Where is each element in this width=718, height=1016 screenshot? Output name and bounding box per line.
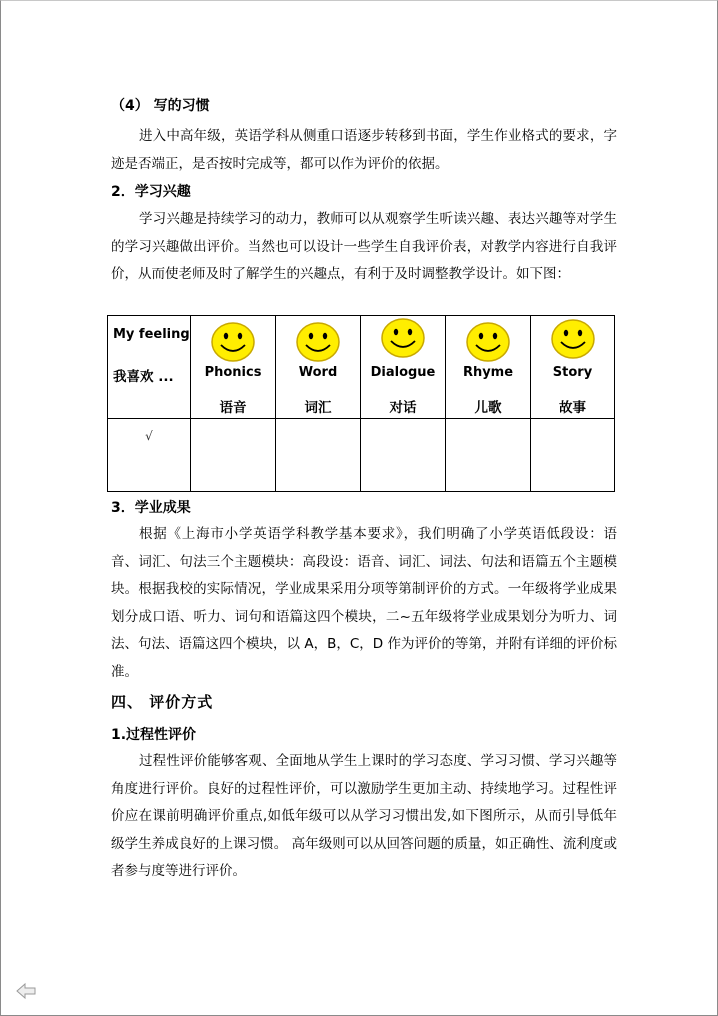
- feeling-label-cell: [108, 316, 191, 419]
- achievement-heading: 3．学业成果: [111, 500, 191, 516]
- back-arrow-icon[interactable]: [15, 982, 37, 1000]
- column-english-label: Word: [298, 365, 338, 380]
- feeling-column-phonics: [191, 316, 276, 419]
- empty-cell: [191, 419, 276, 492]
- column-english-label: Story: [552, 365, 593, 380]
- empty-cell: [361, 419, 446, 492]
- feeling-column-dialogue: [361, 316, 446, 419]
- column-english-label: Rhyme: [462, 365, 514, 380]
- check-cell: [108, 419, 191, 492]
- smiley-face-icon: [380, 317, 426, 359]
- smiley-face-icon: [210, 321, 256, 363]
- smiley-face-icon: [550, 318, 596, 360]
- writing-habit-paragraph: 进入中高年级，英语学科从侧重口语逐步转移到书面，学生作业格式的要求，字迹是否端正，是否按时完成等，都可以作为评价的依据。: [111, 128, 617, 172]
- my-feeling-label: My feeling: [113, 327, 190, 342]
- interest-paragraph: 学习兴趣是持续学习的动力，教师可以从观察学生听读兴趣、表达兴趣等对学生的学习兴趣做出评价。当然也可以设计一些学生自我评价表，对教学内容进行自我评价，从而使老师及时了解学生的兴趣点，有利于及时调整教学设计。如下图：: [111, 211, 617, 282]
- i-like-label: 我喜欢 ...: [113, 369, 174, 385]
- achievement-paragraph: 根据《上海市小学英语学科教学基本要求》，我们明确了小学英语低段设：语音、词汇、句法三个主题模块：高段设：语音、词汇、词法、句法和语篇五个主题模块。根据我校的实际情况，学业成果采用分项等第制评价的方式。一年级将学业成果划分成口语、听力、词句和语篇这四个模块，二~五年级将学业成果划分为听力、词法、句法、语篇这四个模块，以 A，B，C，D 作为评价的等第，并附有详细的评价标准。: [111, 526, 617, 680]
- document-body: [111, 96, 617, 289]
- writing-habit-heading: （4） 写的习惯: [111, 98, 210, 114]
- methods-heading: 四、 评价方式: [111, 693, 214, 711]
- empty-cell: [446, 419, 531, 492]
- smiley-face-icon: [465, 321, 511, 363]
- feeling-table: [107, 315, 615, 492]
- feeling-column-rhyme: [446, 316, 531, 419]
- feeling-column-story: [531, 316, 615, 419]
- check-mark: √: [145, 429, 153, 443]
- column-chinese-label: 儿歌: [474, 400, 502, 416]
- empty-cell: [276, 419, 361, 492]
- column-chinese-label: 故事: [559, 400, 586, 416]
- process-paragraph: 过程性评价能够客观、全面地从学生上课时的学习态度、学习习惯、学习兴趣等角度进行评价。良好的过程性评价，可以激励学生更加主动、持续地学习。过程性评价应在课前明确评价重点,如低年级可以从学习习惯出发,如下图所示，从而引导低年级学生养成良好的上课习惯。 高年级则可以从回答问题的质量，如正确性、流利度或者参与度等进行评价。: [111, 753, 617, 879]
- column-chinese-label: 语音: [219, 400, 247, 416]
- feeling-column-word: [276, 316, 361, 419]
- column-chinese-label: 对话: [389, 400, 417, 416]
- smiley-face-icon: [295, 321, 341, 363]
- document-body-lower: [111, 498, 617, 886]
- column-chinese-label: 词汇: [304, 400, 332, 416]
- empty-cell: [531, 419, 615, 492]
- column-english-label: Phonics: [204, 365, 262, 380]
- process-heading: 1.过程性评价: [111, 727, 197, 743]
- column-english-label: Dialogue: [370, 365, 436, 380]
- interest-heading: 2．学习兴趣: [111, 184, 191, 200]
